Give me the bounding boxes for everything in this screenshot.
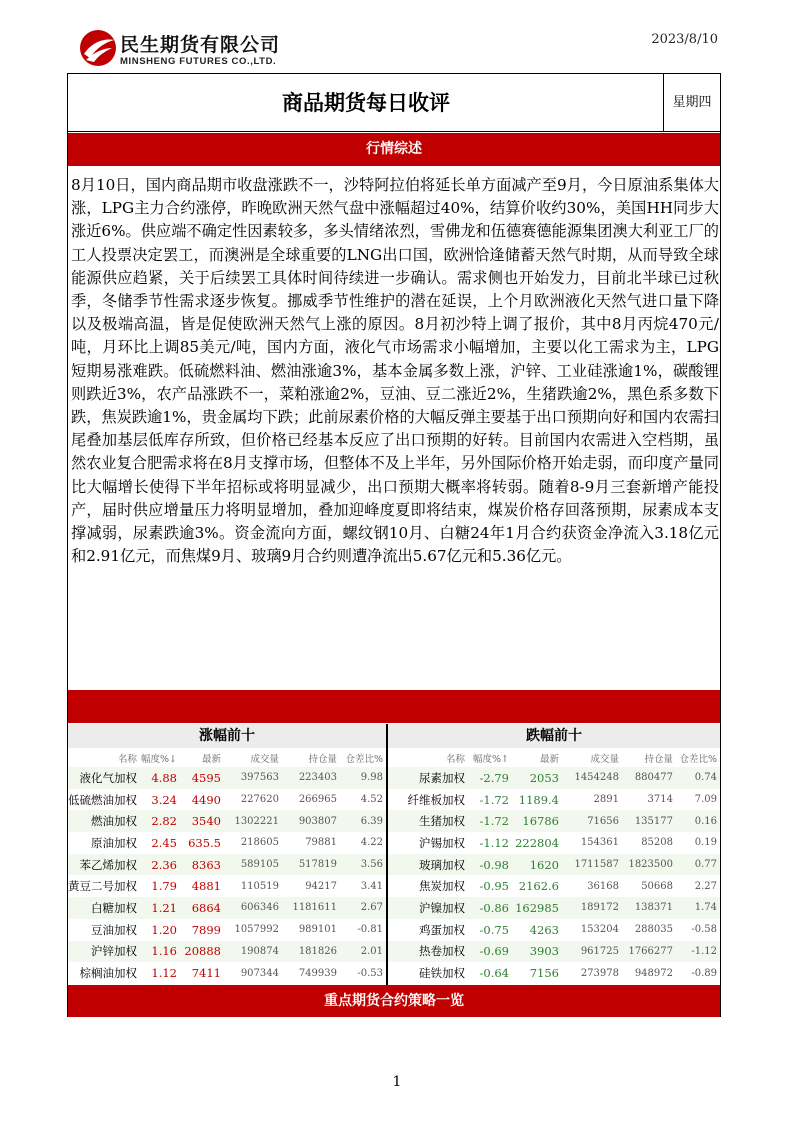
table-cell: 397563 xyxy=(224,767,282,789)
table-cell: 0.19 xyxy=(694,837,717,849)
table-cell: -0.81 xyxy=(357,924,383,936)
table-cell: -0.64 xyxy=(479,966,509,981)
table-row xyxy=(388,919,720,941)
table-cell: 4881 xyxy=(191,879,221,894)
weekday: 星期四 xyxy=(663,74,720,132)
table-cell: 162985 xyxy=(512,897,562,919)
table-cell: 1181611 xyxy=(282,897,340,919)
table-row xyxy=(68,832,386,854)
table-cell: 苯乙烯加权 xyxy=(68,854,140,876)
table-cell: -0.53 xyxy=(357,967,383,979)
table-cell: 0.77 xyxy=(676,854,720,876)
column-header: 成交量 xyxy=(224,748,282,767)
table-row xyxy=(388,962,720,984)
table-cell: 223403 xyxy=(282,767,340,789)
table-cell: 1766277 xyxy=(622,941,676,963)
table-cell: -0.98 xyxy=(468,854,512,876)
table-cell: 1454248 xyxy=(562,767,622,789)
column-header: 名称 xyxy=(68,748,140,767)
table-cell: 尿素加权 xyxy=(388,767,468,789)
table-cell: 2.45 xyxy=(151,835,177,850)
table-cell: 沪镍加权 xyxy=(388,897,468,919)
table-cell: 7156 xyxy=(529,966,559,981)
table-cell: 白糖加权 xyxy=(68,897,140,919)
table-cell: 焦炭加权 xyxy=(419,879,465,894)
table-cell: 189172 xyxy=(562,897,622,919)
table-cell: 2891 xyxy=(593,794,619,806)
table-cell: 玻璃加权 xyxy=(388,854,468,876)
table-cell: 豆油加权 xyxy=(91,922,137,937)
table-cell: 1057992 xyxy=(234,924,279,936)
table-cell: -1.12 xyxy=(676,941,720,963)
table-cell: 749939 xyxy=(298,967,337,979)
table-cell: 3.56 xyxy=(340,854,386,876)
table-cell: 3903 xyxy=(512,941,562,963)
table-row xyxy=(68,767,386,789)
table-cell: -0.75 xyxy=(479,922,509,937)
report-frame xyxy=(67,73,721,1017)
table-cell: 1189.4 xyxy=(518,792,559,807)
column-header: 仓差比% xyxy=(340,748,386,767)
table-cell: 生猪加权 xyxy=(388,810,468,832)
table-cell: -1.12 xyxy=(479,835,509,850)
section-header-strategy: 重点期货合约策略一览 xyxy=(68,985,720,1017)
table-row xyxy=(68,941,386,963)
table-cell: -1.72 xyxy=(479,792,509,807)
table-cell: 20888 xyxy=(180,941,224,963)
table-cell: 4.88 xyxy=(140,767,180,789)
table-cell: 948972 xyxy=(634,967,673,979)
table-cell: 3714 xyxy=(647,794,673,806)
table-cell: 9.98 xyxy=(340,767,386,789)
table-row xyxy=(68,854,386,876)
table-row xyxy=(68,919,386,941)
table-cell: 94217 xyxy=(305,880,337,892)
table-row xyxy=(68,810,386,832)
table-cell: 266965 xyxy=(298,794,337,806)
table-cell: 903807 xyxy=(282,810,340,832)
table-cell: -0.89 xyxy=(691,967,717,979)
losers-table xyxy=(388,724,720,985)
table-cell: 黄豆二号加权 xyxy=(68,879,137,894)
table-cell: 71656 xyxy=(562,810,622,832)
section-divider-bar xyxy=(68,690,720,723)
table-cell: 227620 xyxy=(240,794,279,806)
table-cell: 190874 xyxy=(224,941,282,963)
table-cell: 鸡蛋加权 xyxy=(419,922,465,937)
table-cell: 1.21 xyxy=(140,897,180,919)
table-cell: 50668 xyxy=(641,880,673,892)
table-row xyxy=(388,789,720,811)
gainers-column-header xyxy=(68,748,386,767)
table-cell: 1711587 xyxy=(562,854,622,876)
table-cell: 4595 xyxy=(180,767,224,789)
table-cell: 8363 xyxy=(180,854,224,876)
column-header: 幅度%↑ xyxy=(468,748,512,767)
table-cell: 153204 xyxy=(580,924,619,936)
table-cell: 沪锌加权 xyxy=(68,941,140,963)
table-cell: 棕榈油加权 xyxy=(79,966,137,981)
title-row xyxy=(68,74,720,132)
page-number: 1 xyxy=(392,1074,402,1090)
table-cell: 1.16 xyxy=(140,941,180,963)
table-row xyxy=(388,875,720,897)
column-header: 持仓量 xyxy=(282,748,340,767)
table-cell: 517819 xyxy=(282,854,340,876)
table-cell: 6.39 xyxy=(340,810,386,832)
table-cell: 热卷加权 xyxy=(388,941,468,963)
table-cell: 2.67 xyxy=(340,897,386,919)
table-cell: 273978 xyxy=(580,967,619,979)
table-cell: 1.79 xyxy=(151,879,177,894)
table-cell: 2053 xyxy=(512,767,562,789)
table-row xyxy=(388,897,720,919)
column-header: 最新 xyxy=(180,748,224,767)
column-header: 成交量 xyxy=(562,748,622,767)
report-title: 商品期货每日收评 xyxy=(282,90,450,115)
table-cell: 原油加权 xyxy=(91,835,137,850)
table-cell: 989101 xyxy=(298,924,337,936)
table-cell: 1302221 xyxy=(224,810,282,832)
table-cell: 3.41 xyxy=(360,880,383,892)
table-row xyxy=(68,789,386,811)
table-cell: 2162.6 xyxy=(518,879,559,894)
table-cell: 880477 xyxy=(622,767,676,789)
table-cell: 79881 xyxy=(305,837,337,849)
table-cell: 154361 xyxy=(580,837,619,849)
losers-title: 跌幅前十 xyxy=(388,724,720,748)
table-row xyxy=(388,810,720,832)
table-row xyxy=(388,767,720,789)
table-cell: 7899 xyxy=(191,922,221,937)
table-cell: 1.12 xyxy=(151,966,177,981)
table-row xyxy=(68,897,386,919)
table-cell: 4490 xyxy=(191,792,221,807)
table-cell: 硅铁加权 xyxy=(419,966,465,981)
column-header: 名称 xyxy=(388,748,468,767)
table-cell: 16786 xyxy=(512,810,562,832)
table-row xyxy=(68,875,386,897)
table-cell: 218605 xyxy=(240,837,279,849)
table-cell: 4.52 xyxy=(360,794,383,806)
table-cell: 低硫燃油加权 xyxy=(68,792,137,807)
table-cell: -0.58 xyxy=(691,924,717,936)
column-header: 仓差比% xyxy=(676,748,720,767)
table-cell: 2.01 xyxy=(340,941,386,963)
table-cell: 4263 xyxy=(529,922,559,937)
section-header-summary: 行情综述 xyxy=(68,133,720,166)
table-cell: 纤维板加权 xyxy=(407,792,465,807)
column-header: 幅度%↓ xyxy=(140,748,180,767)
table-cell: 2.82 xyxy=(140,810,180,832)
table-cell: 85208 xyxy=(641,837,673,849)
table-cell: 135177 xyxy=(622,810,676,832)
losers-column-header xyxy=(388,748,720,767)
table-cell: 138371 xyxy=(622,897,676,919)
table-row xyxy=(388,832,720,854)
column-header: 持仓量 xyxy=(622,748,676,767)
table-cell: 燃油加权 xyxy=(68,810,140,832)
table-cell: 635.5 xyxy=(188,835,221,850)
table-cell: 606346 xyxy=(224,897,282,919)
table-cell: -1.72 xyxy=(468,810,512,832)
gainers-title: 涨幅前十 xyxy=(68,724,386,748)
table-row xyxy=(388,941,720,963)
table-cell: 2.27 xyxy=(694,880,717,892)
table-cell: 7.09 xyxy=(694,794,717,806)
table-cell: 2.36 xyxy=(140,854,180,876)
table-cell: 3540 xyxy=(180,810,224,832)
movers-tables xyxy=(68,724,720,985)
gainers-table xyxy=(68,724,386,985)
table-cell: 288035 xyxy=(634,924,673,936)
table-cell: 0.74 xyxy=(676,767,720,789)
table-cell: 沪锡加权 xyxy=(419,835,465,850)
table-cell: 0.16 xyxy=(676,810,720,832)
table-cell: 961725 xyxy=(562,941,622,963)
report-date: 2023/8/10 xyxy=(651,32,718,47)
table-cell: 181826 xyxy=(282,941,340,963)
table-cell: -0.95 xyxy=(479,879,509,894)
table-cell: 7411 xyxy=(191,966,221,981)
table-cell: 110519 xyxy=(240,880,279,892)
company-name-cn: 民生期货有限公司 xyxy=(120,34,281,56)
table-cell: 907344 xyxy=(240,967,279,979)
market-summary-text: 8月10日，国内商品期市收盘涨跌不一，沙特阿拉伯将延长单方面减产至9月，今日原油系集体大涨，LPG主力合约涨停，昨晚欧洲天然气盘中涨幅超过40%，结算价收约30%，美国HH同步大涨近6%。供应端不确定性因素较多，多头情绪浓烈，雪佛龙和伍德赛德能源集团澳大利亚工厂的工人投票决定罢工，而澳洲是全球重要的LNG出口国，欧洲恰逢储蓄天然气时期，从而导致全球能源供应趋紧，关于后续罢工具体时间待续进一步确认。需求侧也开始发力，目前北半球已过秋季，冬储季节性需求逐步恢复。挪威季节性维护的潜在延误，上个月欧洲液化天然气进口量下降以及极端高温，皆是促使欧洲天然气上涨的原因。8月初沙特上调了报价，其中8月丙烷470元/吨，月环比上调85美元/吨，国内方面，液化气市场需求小幅增加，主要以化工需求为主，LPG短期易涨难跌。低硫燃料油、燃油涨逾3%，基本金属多数上涨，沪锌、工业硅涨逾1%，碳酸锂则跌近3%，农产品涨跌不一，菜粕涨逾2%，豆油、豆二涨近2%，生猪跌逾2%，黑色系多数下跌，焦炭跌逾1%，贵金属均下跌；此前尿素价格的大幅反弹主要基于出口预期向好和国内农需扫尾叠加基层低库存所致，但价格已经基本反应了出口预期的好转。目前国内农需进入空档期，虽然农业复合肥需求将在8月支撑市场，但整体不及上半年，另外国际价格开始走弱，而印度产量同比大幅增长使得下半年招标或将明显减少，出口预期大概率将转弱。随着8-9月三套新增产能投产，届时供应增量压力将明显增加，叠加迎峰度夏即将结束，煤炭价格存回落预期，尿素成本支撑减弱，尿素跌逾3%。资金流向方面，螺纹钢10月、白糖24年1月合约获资金净流入3.18亿元和2.91亿元，而焦煤9月、玻璃9月合约则遭净流出5.67亿元和5.36亿元。 xyxy=(71,176,719,566)
table-cell: 6864 xyxy=(180,897,224,919)
table-cell: -0.86 xyxy=(468,897,512,919)
table-cell: 222804 xyxy=(515,835,559,850)
company-name-en: MINSHENG FUTURES CO.,LTD. xyxy=(120,56,277,67)
table-cell: 36168 xyxy=(587,880,619,892)
table-cell: 液化气加权 xyxy=(68,767,140,789)
table-cell: 3.24 xyxy=(151,792,177,807)
table-cell: 589105 xyxy=(224,854,282,876)
table-cell: 1620 xyxy=(512,854,562,876)
column-header: 最新 xyxy=(512,748,562,767)
table-cell: 4.22 xyxy=(360,837,383,849)
table-row xyxy=(68,962,386,984)
page-header xyxy=(78,26,718,72)
minsheng-logo-icon xyxy=(78,28,118,68)
table-row xyxy=(388,854,720,876)
table-cell: -0.69 xyxy=(468,941,512,963)
table-cell: 1823500 xyxy=(622,854,676,876)
table-cell: 1.74 xyxy=(676,897,720,919)
table-cell: -2.79 xyxy=(468,767,512,789)
table-cell: 1.20 xyxy=(151,922,177,937)
